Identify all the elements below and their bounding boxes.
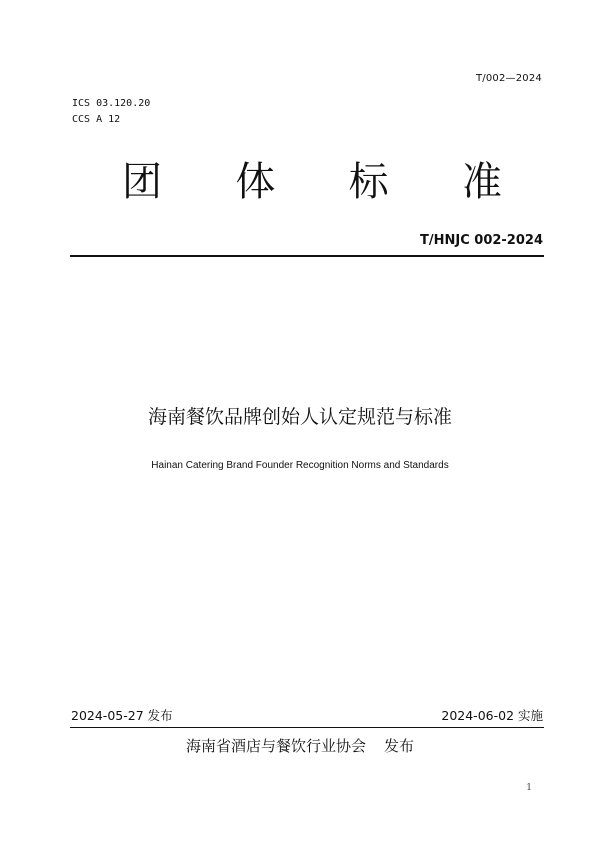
ccs-code: CCS A 12 xyxy=(72,114,121,125)
publisher-action: 发布 xyxy=(384,737,415,755)
category-char: 体 xyxy=(235,159,276,205)
publisher-line xyxy=(0,735,600,756)
standard-number: T/HNJC 002-2024 xyxy=(420,233,543,248)
category-char: 团 xyxy=(122,159,162,205)
standard-category-title xyxy=(122,150,502,207)
ics-code: ICS 03.120.20 xyxy=(72,98,151,109)
category-char: 标 xyxy=(348,159,389,205)
publish-date: 2024-05-27 发布 xyxy=(71,708,173,723)
document-code: T/002—2024 xyxy=(475,73,542,84)
publisher-name: 海南省酒店与餐饮行业协会 xyxy=(185,737,366,755)
implementation-date: 2024-06-02 实施 xyxy=(441,708,543,723)
document-title-cn: 海南餐饮品牌创始人认定规范与标准 xyxy=(147,406,452,428)
category-char: 准 xyxy=(461,159,502,205)
document-title-en: Hainan Catering Brand Founder Recognition Norms and Standards xyxy=(151,460,449,471)
page-number: 1 xyxy=(526,783,532,793)
bottom-divider xyxy=(70,727,544,728)
top-divider xyxy=(70,255,544,257)
